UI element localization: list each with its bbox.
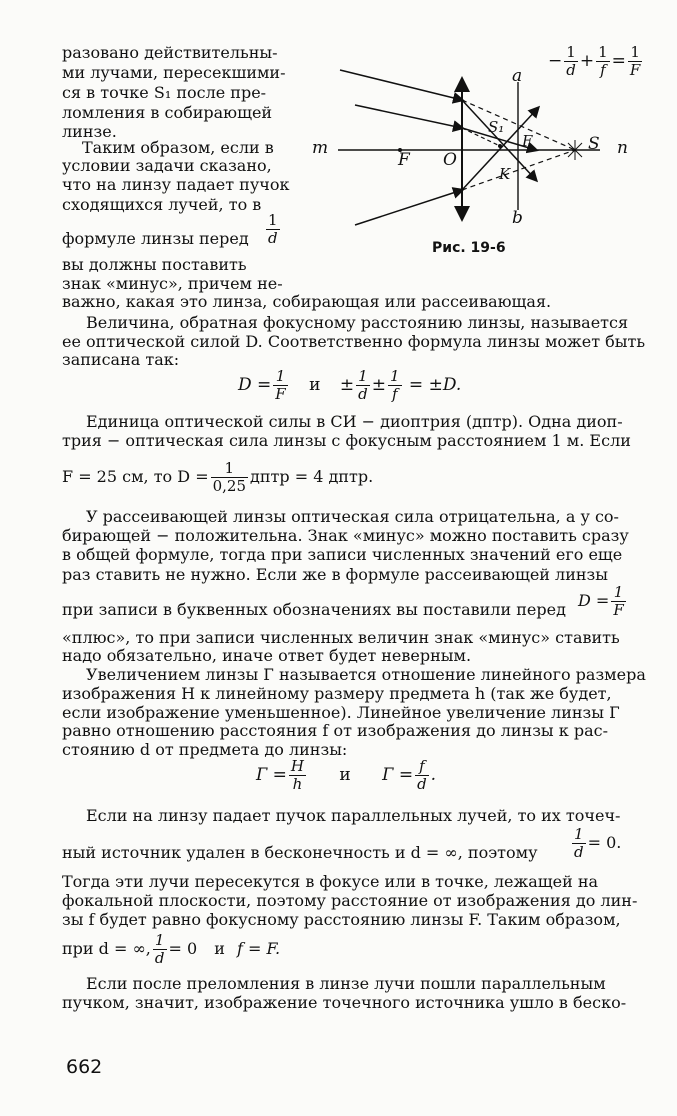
- text-line: Величина, обратная фокусному расстоянию линзы, называется: [86, 313, 629, 332]
- lens-formula: − $\frac{1}{d}$ + $\frac{1}{f}$ = $\frac{1}{F}$: [548, 43, 641, 79]
- label-k: K: [499, 165, 511, 183]
- text-line: У рассеивающей линзы оптическая сила отрицательна, а у со-: [86, 507, 619, 526]
- text-line: стоянию d от предмета до линзы:: [62, 740, 348, 759]
- figure-caption: Рис. 19-6: [432, 240, 506, 256]
- image-point: [498, 144, 502, 148]
- formula-inline-D: D = $\frac{1}{F}$: [578, 583, 624, 619]
- incident-ray: [340, 70, 462, 100]
- text-line: при записи в буквенных обозначениях вы поставили перед: [62, 600, 566, 619]
- text-line: Увеличением линзы Г называется отношение линейного размера: [86, 665, 646, 684]
- text-line: зы f будет равно фокусному расстоянию линзы F. Таким образом,: [62, 910, 621, 929]
- text-line: «плюс», то при записи численных величин знак «минус» ставить: [62, 628, 620, 647]
- text-line: Тогда эти лучи пересекутся в фокусе или в точке, лежащей на: [62, 872, 599, 891]
- page-number: 662: [66, 1056, 103, 1078]
- text-line: ми лучами, пересекшими-: [62, 63, 286, 82]
- text-line: знак «минус», причем не-: [62, 274, 283, 293]
- text-line: Таким образом, если в: [82, 138, 274, 157]
- text-line: ся в точке S₁ после пре-: [62, 83, 267, 102]
- label-m: m: [312, 138, 329, 158]
- text-line: разовано действительны-: [62, 43, 278, 62]
- text-line: в общей формуле, тогда при записи численных значений его еще: [62, 545, 623, 564]
- label-a: a: [512, 66, 523, 86]
- text-line: фокальной плоскости, поэтому расстояние от изображения до лин-: [62, 891, 638, 910]
- formula-optical-power: D = $\frac{1}{F}$ и ± $\frac{1}{d}$ ± $\frac{1}{f}$ = ±D.: [238, 367, 462, 403]
- label-s1: S₁: [488, 118, 505, 136]
- label-s: S: [588, 134, 600, 154]
- text-line: сходящихся лучей, то в: [62, 195, 262, 214]
- text-line: вы должны поставить: [62, 255, 247, 274]
- text-line: важно, какая это линза, собирающая или рассеивающая.: [62, 292, 552, 311]
- text-line: раз ставить не нужно. Если же в формуле рассеивающей линзы: [62, 565, 609, 584]
- text-line: что на линзу падает пучок: [62, 175, 290, 194]
- label-focus-left: F: [398, 150, 410, 170]
- text-line: бирающей − положительна. Знак «минус» можно поставить сразу: [62, 526, 629, 545]
- star-icon: [565, 140, 585, 160]
- formula-magnification: Г = $\frac{H}{h}$ и Г = $\frac{f}{d}$ .: [256, 757, 437, 793]
- text-line: равно отношению расстояния f от изображения до линзы к рас-: [62, 721, 608, 740]
- text-line: надо обязательно, иначе ответ будет неверным.: [62, 646, 472, 665]
- label-center: O: [443, 150, 457, 170]
- text-line: пучком, значит, изображение точечного источника ушло в беско-: [62, 993, 627, 1012]
- text-line: условии задачи сказано,: [62, 156, 272, 175]
- inline-fraction: $\frac{1}{d}$: [268, 211, 278, 247]
- text-line: Если после преломления в линзе лучи пошли параллельным: [86, 974, 606, 993]
- text-line: записана так:: [62, 350, 180, 369]
- text-line: формуле линзы перед: [62, 229, 249, 248]
- text-line: изображения H к линейному размеру предмета h (так же будет,: [62, 684, 612, 703]
- text-line: линзе.: [62, 122, 117, 141]
- text-line: трия − оптическая сила линзы с фокусным расстоянием 1 м. Если: [62, 431, 631, 450]
- text-line: если изображение уменьшенное). Линейное увеличение линзы Г: [62, 703, 620, 722]
- text-line: Единица оптической силы в СИ − диоптрия (дптр). Одна диоп-: [86, 412, 623, 431]
- label-n: n: [617, 138, 628, 158]
- formula-1d-zero: $\frac{1}{d}$ = 0.: [574, 825, 622, 861]
- text-line: ный источник удален в бесконечность и d = ∞, поэтому: [62, 843, 538, 862]
- text-line: Если на линзу падает пучок параллельных лучей, то их точеч-: [86, 806, 621, 825]
- text-line: ее оптической силой D. Соответственно формула линзы может быть: [62, 332, 646, 351]
- text-line: ломления в собирающей: [62, 103, 273, 122]
- formula-infinity: при d = ∞, $\frac{1}{d}$ = 0 и f = F.: [62, 931, 281, 967]
- incident-ray: [355, 105, 462, 128]
- label-b: b: [512, 208, 523, 228]
- incident-ray: [355, 190, 462, 225]
- formula-diopter-example: F = 25 см, то D = $\frac{1}{0,25}$ дптр = 4 дптр.: [62, 459, 374, 495]
- label-focus-right: F: [522, 132, 533, 150]
